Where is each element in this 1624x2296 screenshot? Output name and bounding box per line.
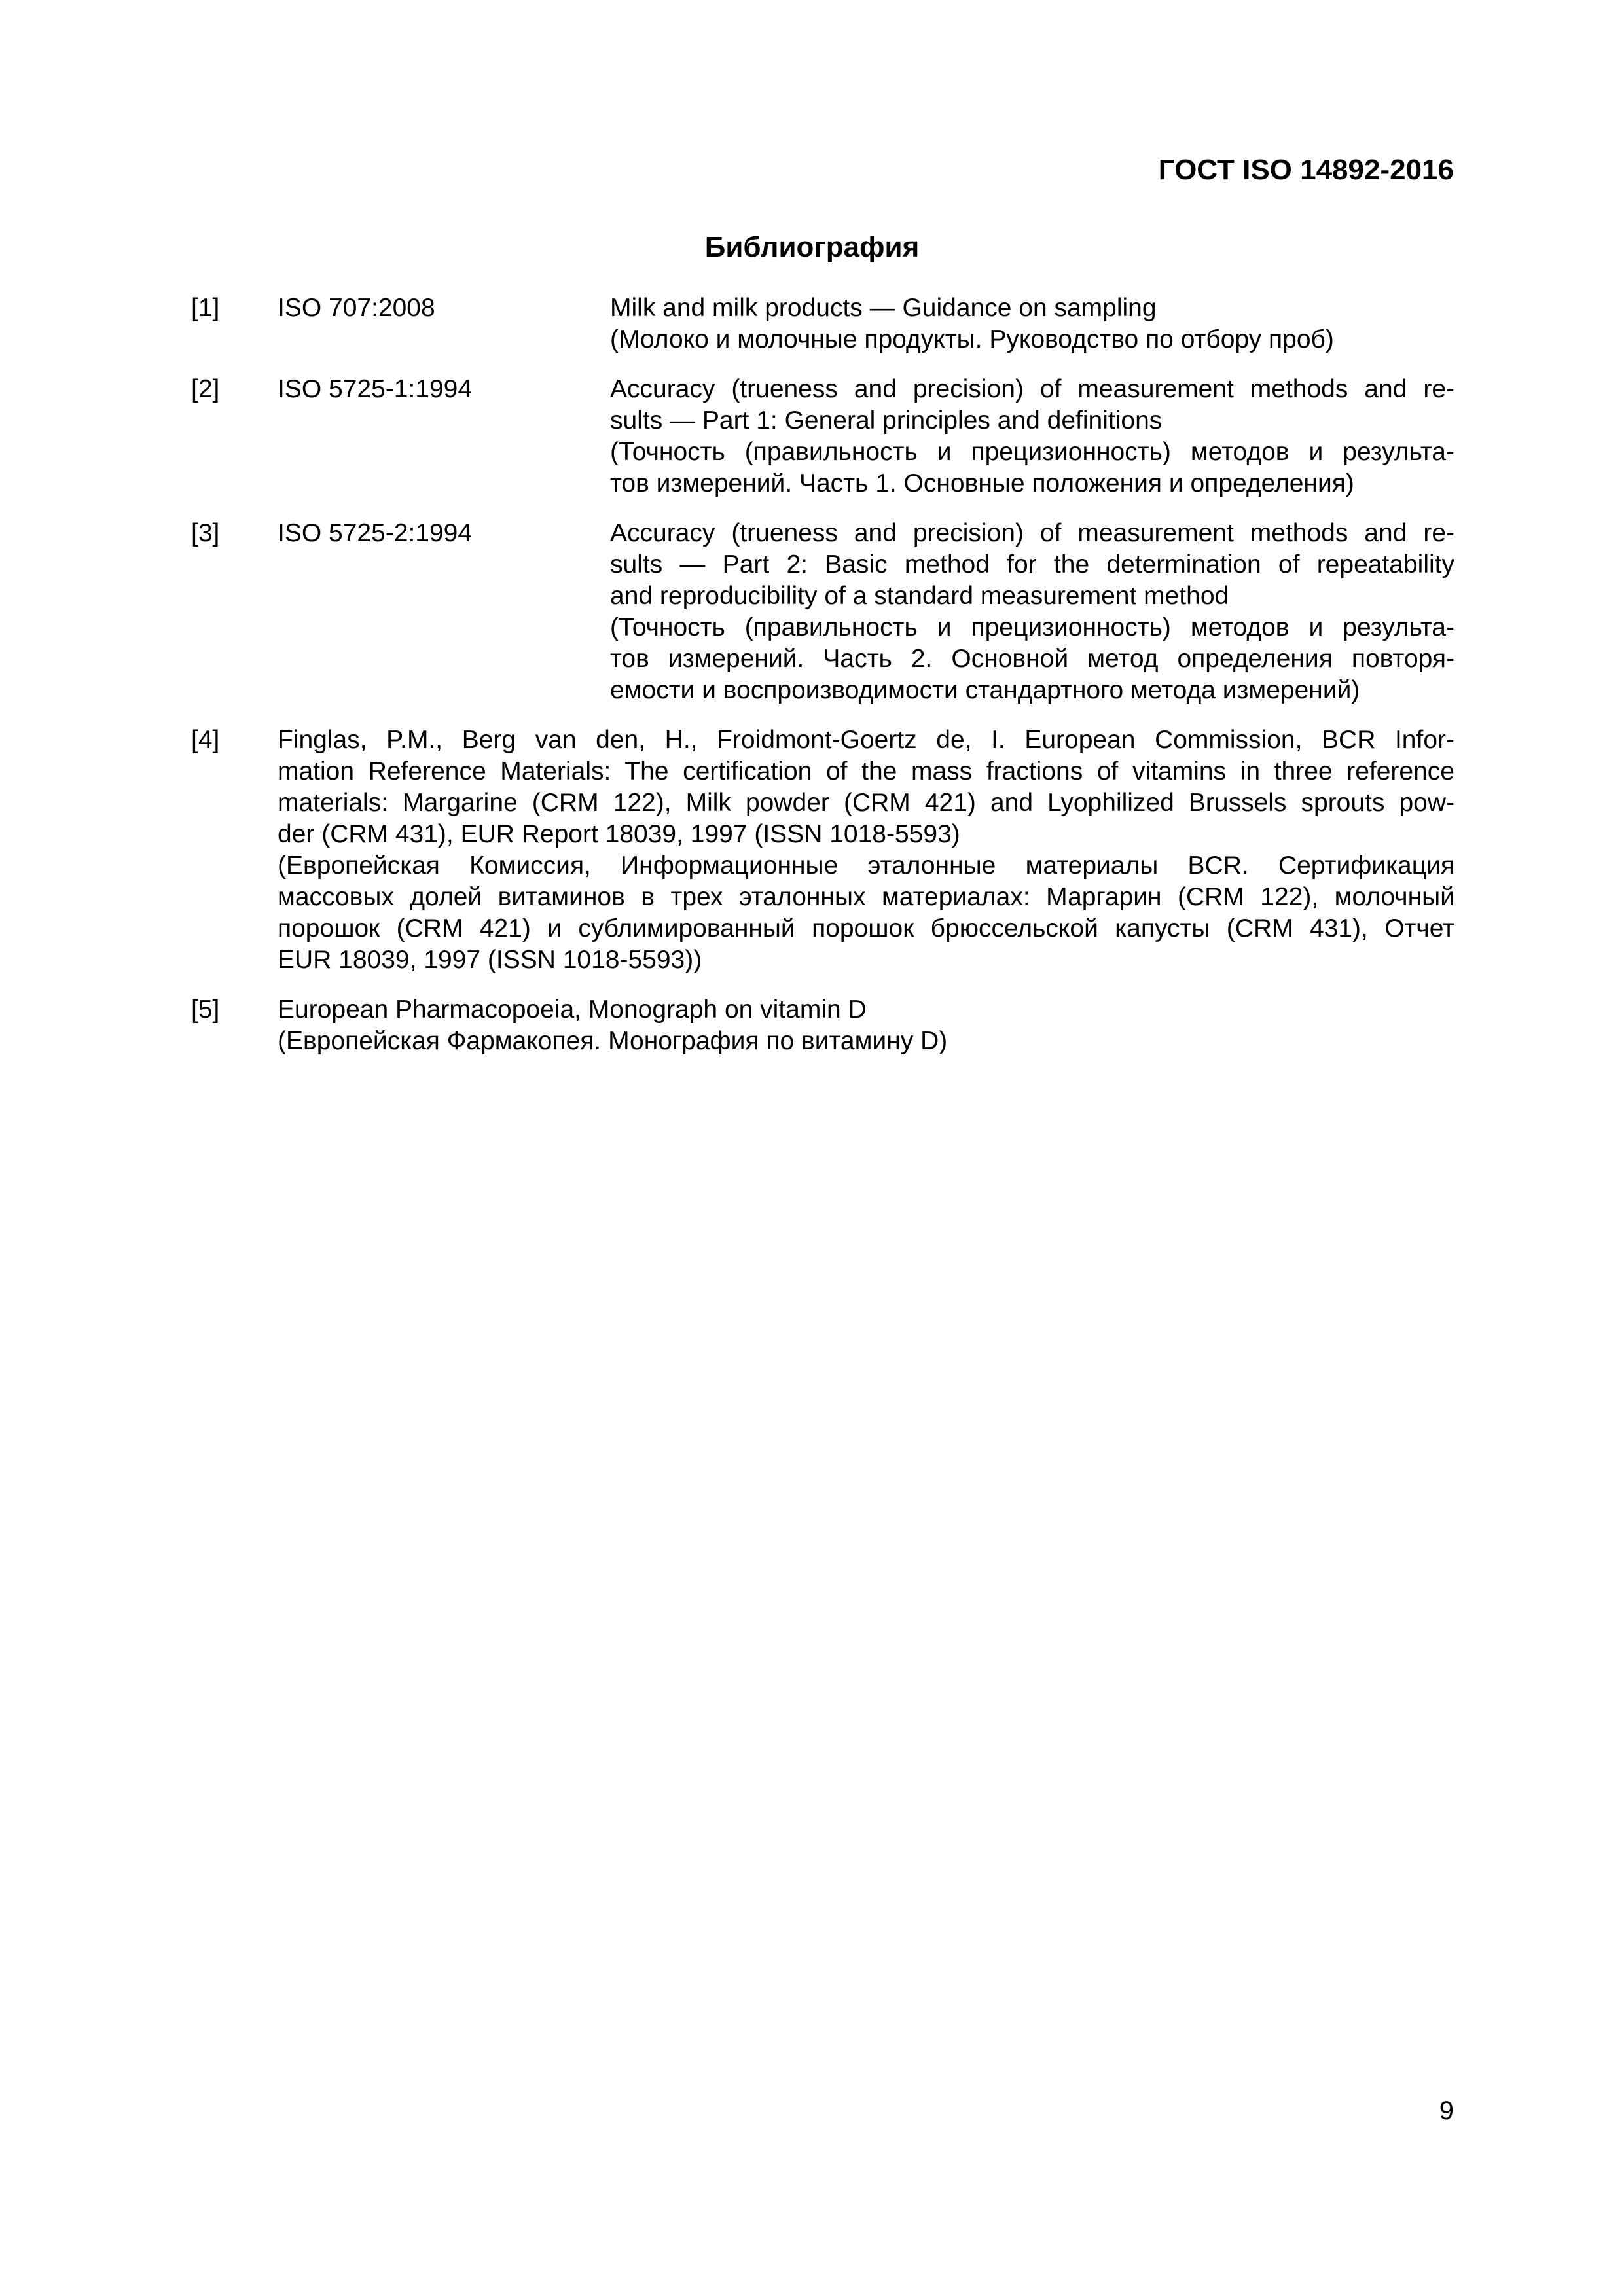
entry-line: массовых долей витаминов в трех эталонных материалах: Маргарин (CRM 122), молочный <box>278 883 1454 911</box>
document-code: ГОСТ ISO 14892-2016 <box>1158 154 1454 186</box>
entry-line: тов измерений. Часть 2. Основной метод определения повторя- <box>610 645 1454 673</box>
entry-line: Accuracy (trueness and precision) of measurement methods and re- <box>610 519 1454 547</box>
entry-standard-ref: ISO 5725-2:1994 <box>278 519 473 547</box>
bibliography-entry-2 <box>191 374 1454 499</box>
entry-line: емости и воспроизводимости стандартного метода измерений) <box>610 676 1360 704</box>
entry-line: Milk and milk products — Guidance on sampling <box>610 294 1157 322</box>
entry-description <box>610 518 1454 706</box>
entry-number: [5] <box>191 996 220 1024</box>
entry-line: Accuracy (trueness and precision) of measurement methods and re- <box>610 375 1454 403</box>
entry-number: [3] <box>191 519 220 547</box>
entry-line: (Точность (правильность и прецизионность) методов и результа- <box>610 438 1454 466</box>
entry-line: sults — Part 2: Basic method for the determination of repeatability <box>610 550 1454 579</box>
entry-line: (Молоко и молочные продукты. Руководство по отбору проб) <box>610 325 1334 353</box>
entry-line: (Европейская Фармакопея. Монография по витамину D) <box>278 1027 948 1055</box>
entry-line: Finglas, P.M., Berg van den, H., Froidmont-Goertz de, I. European Commission, BCR Infor- <box>278 726 1454 754</box>
entry-description <box>610 293 1454 355</box>
entry-description <box>610 374 1454 499</box>
entry-line: (Европейская Комиссия, Информационные эталонные материалы BCR. Сертификация <box>278 852 1454 880</box>
entry-line: European Pharmacopoeia, Monograph on vitamin D <box>278 996 867 1024</box>
entry-standard-ref: ISO 5725-1:1994 <box>278 375 473 403</box>
entry-standard-ref: ISO 707:2008 <box>278 294 435 322</box>
entry-line: EUR 18039, 1997 (ISSN 1018-5593)) <box>278 946 702 974</box>
bibliography-entry-5 <box>191 994 1454 1057</box>
bibliography-entry-4 <box>191 725 1454 976</box>
bibliography-title: Библиография <box>704 231 920 263</box>
entry-number: [1] <box>191 294 220 322</box>
entry-line: тов измерений. Часть 1. Основные положения и определения) <box>610 469 1354 497</box>
entry-number: [2] <box>191 375 220 403</box>
entry-line: sults — Part 1: General principles and definitions <box>610 406 1163 435</box>
entry-number: [4] <box>191 726 220 754</box>
entry-description <box>278 725 1454 976</box>
entry-line: materials: Margarine (CRM 122), Milk powder (CRM 421) and Lyophilized Brussels sprouts pow- <box>278 789 1454 817</box>
entry-line: and reproducibility of a standard measurement method <box>610 582 1229 610</box>
entry-description <box>278 994 1454 1057</box>
bibliography-entry-3 <box>191 518 1454 706</box>
entry-line: der (CRM 431), EUR Report 18039, 1997 (ISSN 1018-5593) <box>278 820 960 848</box>
page-number: 9 <box>1439 2096 1454 2125</box>
bibliography-entry-1 <box>191 293 1454 355</box>
entry-line: порошок (CRM 421) и сублимированный порошок брюссельской капусты (CRM 431), Отчет <box>278 914 1454 942</box>
entry-line: (Точность (правильность и прецизионность) методов и результа- <box>610 613 1454 641</box>
entry-line: mation Reference Materials: The certification of the mass fractions of vitamins in three reference <box>278 757 1454 785</box>
bibliography-list <box>191 293 1454 1075</box>
